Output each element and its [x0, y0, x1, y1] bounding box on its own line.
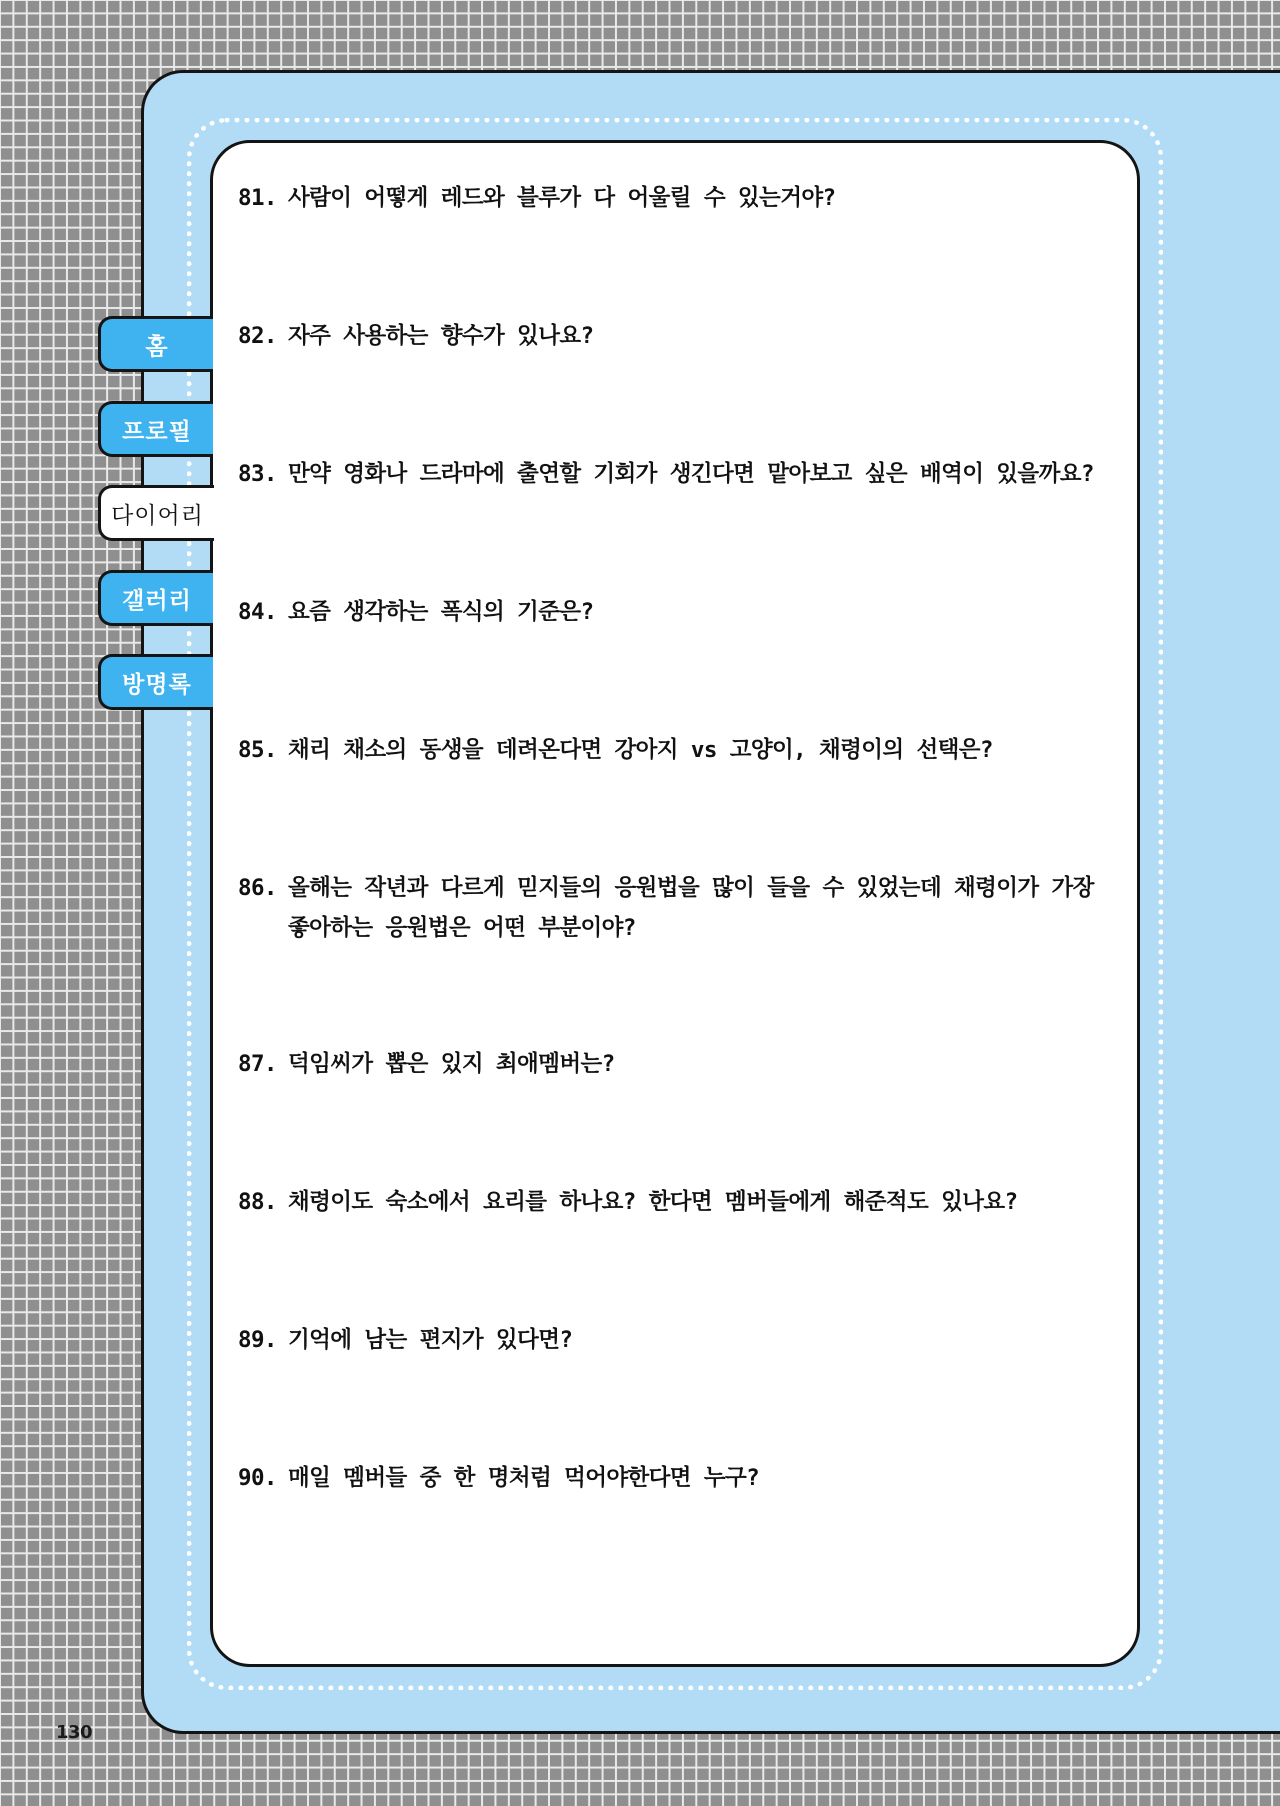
- question-number: 89.: [238, 1327, 277, 1353]
- tab-gallery[interactable]: [98, 570, 213, 626]
- question-text: 만약 영화나 드라마에 출연할 기회가 생긴다면 맡아보고 싶은 배역이 있을까요?: [288, 461, 1094, 487]
- tab-diary-label: 다이어리: [111, 502, 204, 529]
- tab-home-label: 홈: [145, 333, 169, 360]
- tab-diary[interactable]: [98, 485, 214, 541]
- tab-profile[interactable]: [98, 401, 213, 457]
- question-text: 기억에 남는 편지가 있다면?: [288, 1327, 573, 1353]
- question-number: 90.: [238, 1465, 277, 1491]
- question-item: [238, 316, 1118, 356]
- question-item: [238, 1458, 1118, 1498]
- question-item: [238, 1320, 1118, 1360]
- question-number: 87.: [238, 1051, 277, 1077]
- tab-guestbook[interactable]: [98, 654, 213, 710]
- tab-gallery-label: 갤러리: [122, 587, 192, 614]
- question-item: [238, 1182, 1118, 1222]
- question-text: 채리 채소의 동생을 데려온다면 강아지 vs 고양이, 채령이의 선택은?: [288, 737, 993, 763]
- tab-profile-label: 프로필: [122, 418, 192, 445]
- question-item: [238, 178, 1118, 218]
- page-number: 130: [56, 1722, 93, 1743]
- question-number: 84.: [238, 599, 277, 625]
- question-item: [238, 454, 1118, 494]
- question-item: [238, 730, 1118, 770]
- question-item: [238, 592, 1118, 632]
- question-text: 자주 사용하는 향수가 있나요?: [288, 323, 594, 349]
- question-number: 85.: [238, 737, 277, 763]
- question-number: 83.: [238, 461, 277, 487]
- tab-guestbook-label: 방명록: [122, 671, 192, 698]
- question-text: 사람이 어떻게 레드와 블루가 다 어울릴 수 있는거야?: [288, 185, 836, 211]
- question-item: [238, 1044, 1118, 1084]
- question-text: 요즘 생각하는 폭식의 기준은?: [288, 599, 594, 625]
- question-number: 81.: [238, 185, 277, 211]
- question-text: 덕임씨가 뽑은 있지 최애멤버는?: [288, 1051, 615, 1077]
- question-number: 88.: [238, 1189, 277, 1215]
- question-text: 올해는 작년과 다르게 믿지들의 응원법을 많이 들을 수 있었는데 채령이가 가장 좋아하는 응원법은 어떤 부분이야?: [288, 875, 1094, 941]
- tab-home[interactable]: [98, 316, 213, 372]
- question-number: 82.: [238, 323, 277, 349]
- question-number: 86.: [238, 875, 277, 901]
- question-item: [238, 868, 1118, 948]
- question-text: 채령이도 숙소에서 요리를 하나요? 한다면 멤버들에게 해준적도 있나요?: [288, 1189, 1018, 1215]
- question-text: 매일 멤버들 중 한 명처럼 먹어야한다면 누구?: [288, 1465, 760, 1491]
